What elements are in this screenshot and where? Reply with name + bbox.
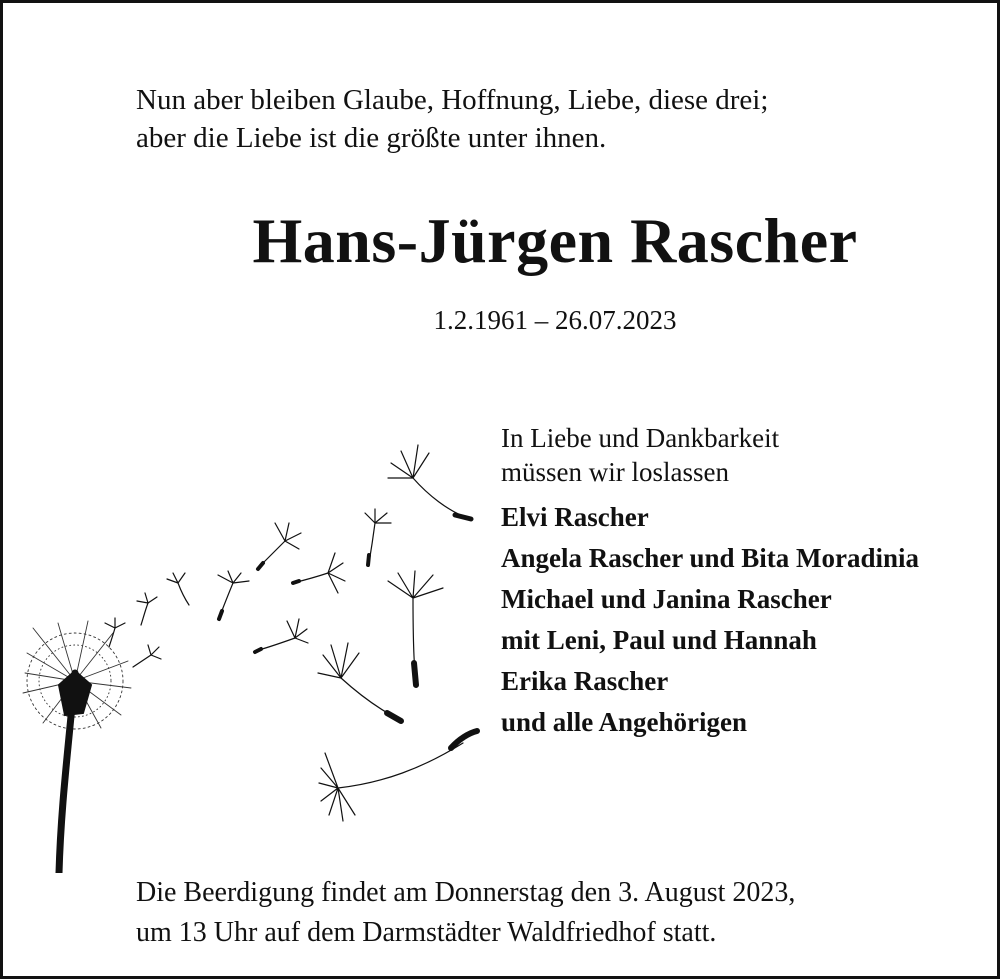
mourners-intro	[501, 421, 919, 489]
mourner-name: Elvi Rascher	[501, 502, 649, 532]
funeral-line-2: um 13 Uhr auf dem Darmstädter Waldfriedhof statt.	[136, 917, 717, 948]
verse-line-2: aber die Liebe ist die größte unter ihnen.	[136, 122, 607, 154]
deceased-name: Hans-Jürgen Rascher	[252, 205, 858, 276]
mourner-name: Angela Rascher und Bita Moradinia	[501, 543, 920, 573]
intro-line-2: müssen wir loslassen	[501, 457, 729, 487]
mourner-name: Erika Rascher	[501, 666, 669, 696]
mourners-block	[501, 421, 919, 743]
intro-line-1: In Liebe und Dankbarkeit	[501, 423, 780, 453]
verse-line-1: Nun aber bleiben Glaube, Hoffnung, Liebe, diese drei;	[136, 84, 769, 116]
funeral-info	[136, 873, 795, 953]
mourner-name: und alle Angehörigen	[501, 707, 748, 737]
mourner-name: mit Leni, Paul und Hannah	[501, 625, 817, 655]
mourner-name: Michael und Janina Rascher	[501, 584, 832, 614]
life-dates: 1.2.1961 – 26.07.2023	[433, 305, 677, 335]
bible-verse	[136, 81, 768, 157]
mourner-names	[501, 497, 919, 743]
dandelion-illustration	[3, 423, 483, 873]
funeral-line-1: Die Beerdigung findet am Donnerstag den 3. August 2023,	[136, 877, 796, 908]
